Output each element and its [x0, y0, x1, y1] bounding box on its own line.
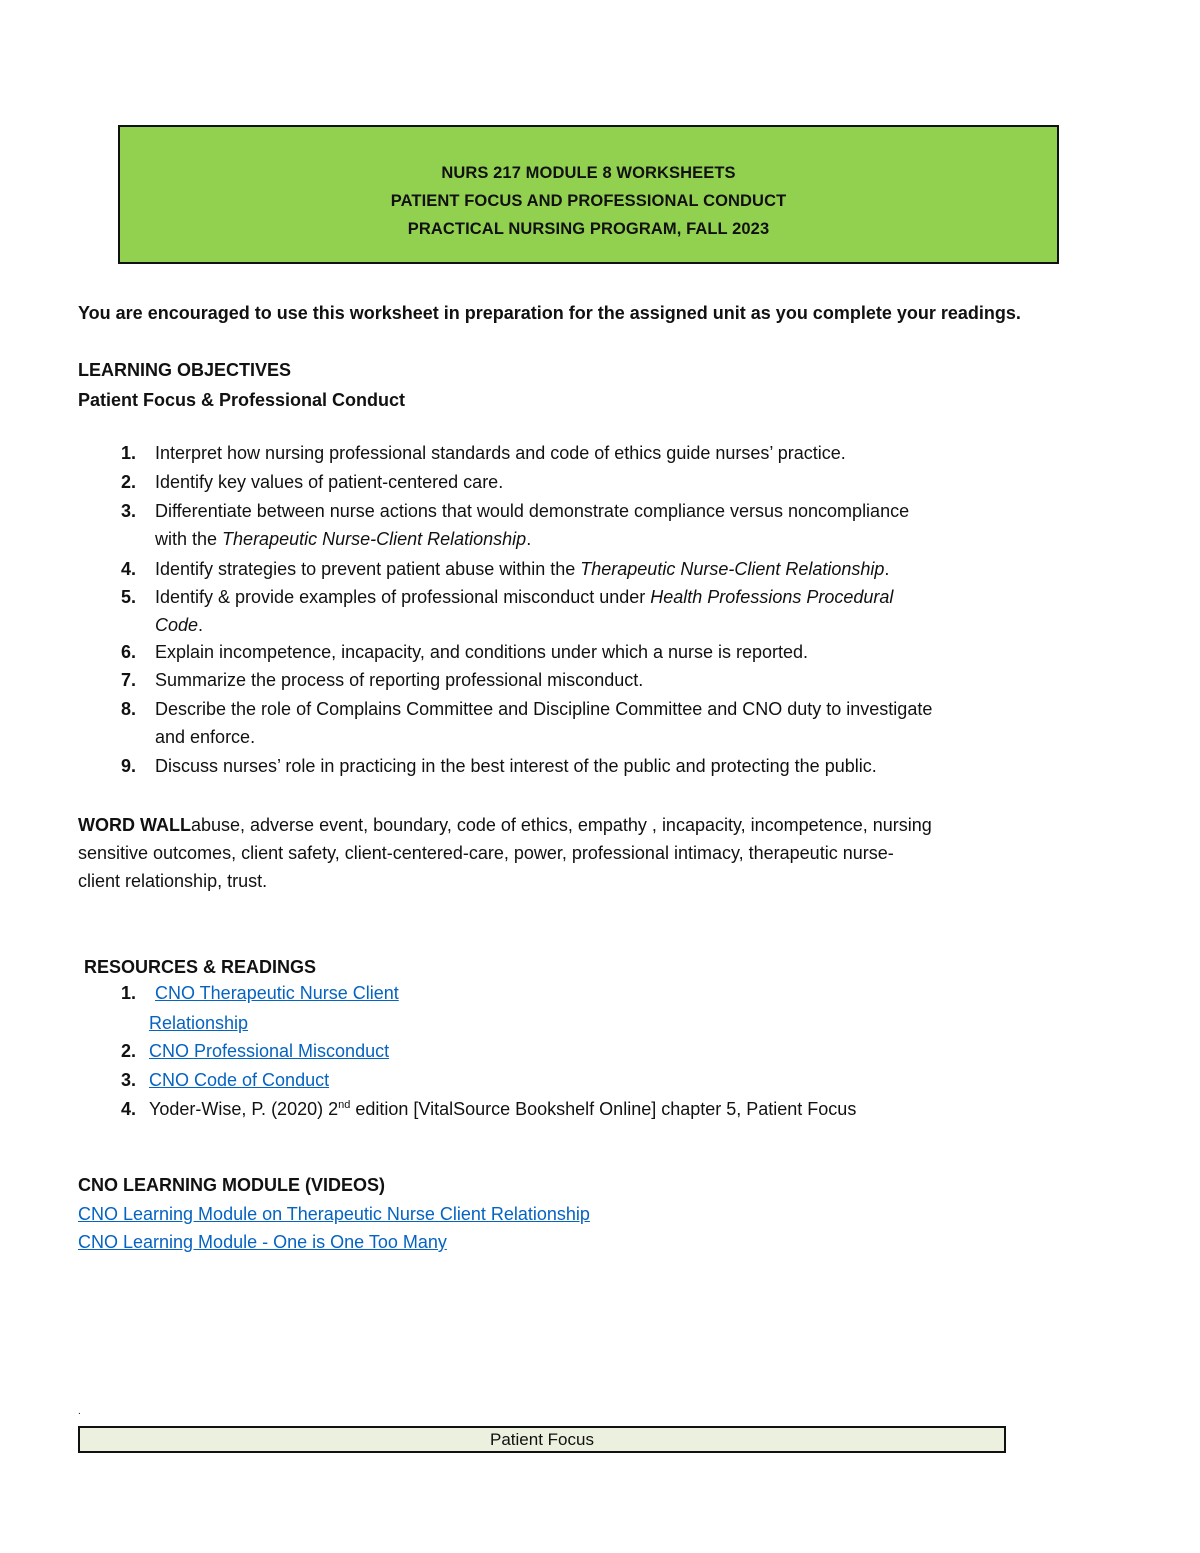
title-line-1: NURS 217 MODULE 8 WORKSHEETS	[441, 164, 736, 182]
list-number: 5.	[120, 587, 136, 607]
objective-text: Discuss nurses’ role in practicing in the best interest of the public and protecting the public.	[155, 756, 877, 776]
resource-item	[0, 1099, 1200, 1127]
cno-therapeutic-link[interactable]: CNO Therapeutic Nurse Client	[155, 983, 399, 1003]
list-number: 9.	[120, 756, 136, 776]
objectives-subheading: Patient Focus & Professional Conduct	[78, 390, 406, 410]
objectives-heading: LEARNING OBJECTIVES	[78, 360, 292, 380]
resource-item	[0, 983, 1200, 1039]
cno-code-of-conduct-link[interactable]: CNO Code of Conduct	[149, 1070, 330, 1090]
objective-item	[0, 699, 1200, 755]
objective-text: Identify key values of patient-centered care.	[155, 472, 504, 492]
objective-item	[0, 472, 1200, 500]
cno-therapeutic-link-continued[interactable]: Relationship	[149, 1013, 249, 1033]
objective-text: Identify strategies to prevent patient abuse within the Therapeutic Nurse-Client Relationship.	[155, 559, 890, 579]
objective-text: Explain incompetence, incapacity, and conditions under which a nurse is reported.	[155, 642, 809, 662]
intro-text: You are encouraged to use this worksheet in preparation for the assigned unit as you complete your readings.	[78, 303, 1021, 323]
list-number: 3.	[120, 501, 136, 521]
list-number: 3.	[120, 1070, 136, 1090]
objective-text: Describe the role of Complains Committee and Discipline Committee and CNO duty to investigate	[155, 699, 933, 719]
footer-section-label: Patient Focus	[78, 1426, 1006, 1453]
resources-heading: RESOURCES & READINGS	[84, 957, 317, 977]
objective-item	[0, 756, 1200, 784]
list-number: 1.	[120, 983, 136, 1003]
list-number: 6.	[120, 642, 136, 662]
list-number: 4.	[120, 559, 136, 579]
title-line-3: PRACTICAL NURSING PROGRAM, FALL 2023	[407, 220, 770, 238]
objective-text: Interpret how nursing professional standards and code of ethics guide nurses’ practice.	[155, 443, 846, 463]
word-wall-line-1: WORD WALLabuse, adverse event, boundary, code of ethics, empathy , incapacity, incompetence, nursing	[78, 815, 932, 835]
textbook-reference: Yoder-Wise, P. (2020) 2nd edition [VitalSource Bookshelf Online] chapter 5, Patient Focus	[149, 1099, 857, 1119]
videos-heading: CNO LEARNING MODULE (VIDEOS)	[78, 1175, 386, 1195]
objective-item	[0, 642, 1200, 670]
objective-item	[0, 670, 1200, 698]
objective-text-continued: with the Therapeutic Nurse-Client Relationship.	[155, 529, 532, 549]
objective-text-continued: and enforce.	[155, 727, 256, 747]
objective-item	[0, 559, 1200, 587]
objective-item	[0, 443, 1200, 471]
video-link-therapeutic[interactable]: CNO Learning Module on Therapeutic Nurse Client Relationship	[78, 1204, 590, 1224]
list-number: 2.	[120, 472, 136, 492]
resource-item	[0, 1070, 1200, 1098]
title-line-2: PATIENT FOCUS AND PROFESSIONAL CONDUCT	[390, 192, 787, 210]
video-link-one-too-many[interactable]: CNO Learning Module - One is One Too Many	[78, 1232, 447, 1252]
list-number: 1.	[120, 443, 136, 463]
cno-misconduct-link[interactable]: CNO Professional Misconduct	[149, 1041, 390, 1061]
objective-text-continued: Code.	[155, 615, 204, 635]
word-wall-line-3: client relationship, trust.	[78, 871, 268, 891]
objective-text: Summarize the process of reporting professional misconduct.	[155, 670, 644, 690]
objective-text: Identify & provide examples of professional misconduct under Health Professions Procedural	[155, 587, 894, 607]
worksheet-title-box	[118, 125, 1059, 264]
list-number: 4.	[120, 1099, 136, 1119]
objective-item	[0, 587, 1200, 643]
list-number: 7.	[120, 670, 136, 690]
resource-item	[0, 1041, 1200, 1069]
footer-dot: .	[78, 1406, 81, 1417]
word-wall-line-2: sensitive outcomes, client safety, client-centered-care, power, professional intimacy, therapeutic nurse-	[78, 843, 894, 863]
list-number: 2.	[120, 1041, 136, 1061]
word-wall-label: WORD WALL	[78, 815, 191, 835]
list-number: 8.	[120, 699, 136, 719]
objective-text: Differentiate between nurse actions that would demonstrate compliance versus noncompliance	[155, 501, 910, 521]
objective-item	[0, 501, 1200, 557]
